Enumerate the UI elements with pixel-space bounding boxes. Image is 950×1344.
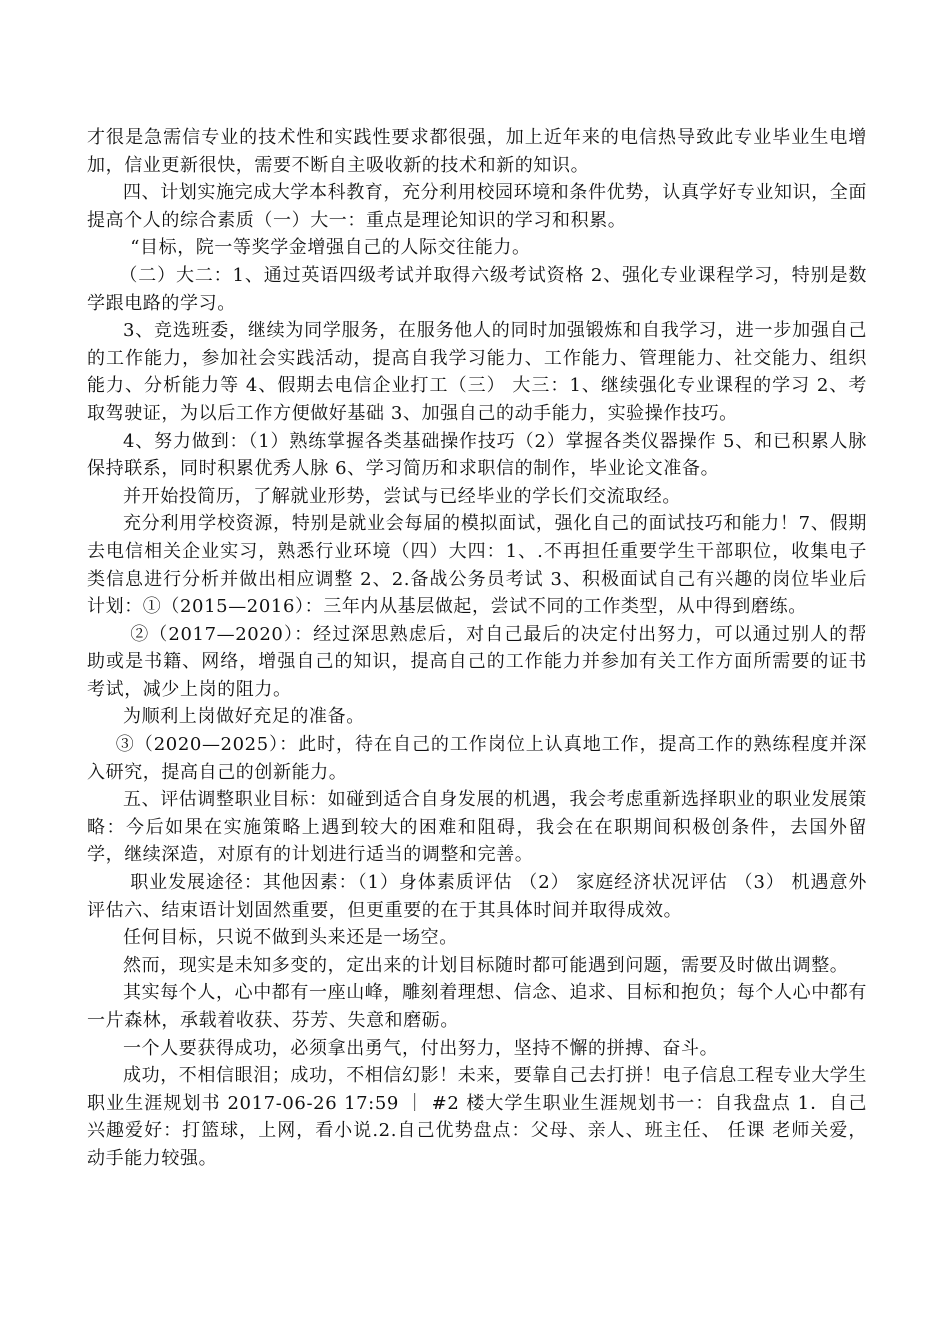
paragraph-9: ②（2017—2020）：经过深思熟虑后，对自己最后的决定付出努力，可以通过别人的帮助或是书籍、网络，增强自己的知识，提高自己的工作能力并参加有关工作方面所需要的证书考试，减少上岗的阻力。 — [87, 623, 867, 700]
paragraph-13: 职业发展途径：其他因素：（1）身体素质评估 （2） 家庭经济状况评估 （3） 机遇意外评估六、结束语计划固然重要，但更重要的在于其具体时间并取得成效。 — [87, 872, 867, 921]
paragraph-17: 一个人要获得成功，必须拿出勇气，付出努力，坚持不懈的拼搏、奋斗。 — [123, 1037, 719, 1059]
paragraph-14: 任何目标，只说不做到头来还是一场空。 — [123, 927, 458, 949]
paragraph-12: 五、评估调整职业目标：如碰到适合自身发展的机遇，我会考虑重新选择职业的职业发展策略：今后如果在实施策略上遇到较大的困难和阻碍，我会在在职期间积极创条件，去国外留学，继续深造，对原有的计划进行适当的调整和完善。 — [87, 789, 867, 866]
paragraph-3: “目标，院一等奖学金增强自己的人际交往能力。 — [130, 237, 531, 259]
paragraph-7: 并开始投简历，了解就业形势，尝试与已经毕业的学长们交流取经。 — [123, 485, 681, 507]
paragraph-2: 四、计划实施完成大学本科教育，充分利用校园环境和条件优势，认真学好专业知识，全面提高个人的综合素质（一）大一：重点是理论知识的学习和积累。 — [87, 182, 867, 231]
paragraph-8: 充分利用学校资源，特别是就业会每届的模拟面试，强化自己的面试技巧和能力！7、假期去电信相关企业实习，熟悉行业环境（四）大四：1、.不再担任重要学生干部职位，收集电子类信息进行分析并做出相应调整 2、2.备战公务员考试 3、积极面试自己有兴趣的岗位毕业后计划：①（2015—2016）：三年内从基层做起，尝试不同的工作类型，从中得到磨练。 — [87, 513, 867, 618]
paragraph-18: 成功，不相信眼泪；成功，不相信幻影！未来，要靠自己去打拼！电子信息工程专业大学生职业生涯规划书 2017-06-26 17:59 ｜ #2 楼大学生职业生涯规划书一：自我盘点 1．自己兴趣爱好：打篮球，上网，看小说.2.自己优势盘点：父母、亲人、班主任、 任课 老师关爱，动手能力较强。 — [87, 1065, 867, 1169]
paragraph-15: 然而，现实是未知多变的，定出来的计划目标随时都可能遇到问题，需要及时做出调整。 — [123, 954, 849, 976]
paragraph-6: 4、努力做到：（1）熟练掌握各类基础操作技巧（2）掌握各类仪器操作 5、和已积累人脉保持联系，同时积累优秀人脉 6、学习简历和求职信的制作，毕业论文准备。 — [87, 430, 867, 480]
document-body — [87, 124, 867, 1173]
paragraph-10: 为顺利上岗做好充足的准备。 — [123, 706, 365, 728]
paragraph-4: （二）大二：1、通过英语四级考试并取得六级考试资格 2、强化专业课程学习，特别是数学跟电路的学习。 — [87, 264, 867, 314]
paragraph-16: 其实每个人，心中都有一座山峰，雕刻着理想、信念、追求、目标和抱负；每个人心中都有一片森林，承载着收获、芬芳、失意和磨砺。 — [87, 982, 867, 1031]
paragraph-5: 3、竞选班委，继续为同学服务，在服务他人的同时加强锻炼和自我学习，进一步加强自己的工作能力，参加社会实践活动，提高自我学习能力、工作能力、管理能力、社交能力、组织能力、分析能力等 4、假期去电信企业打工（三） 大三：1、继续强化专业课程的学习 2、考取驾驶证，为以后工作方便做好基础 3、加强自己的动手能力，实验操作技巧。 — [87, 320, 867, 424]
paragraph-11: ③（2020—2025）：此时，待在自己的工作岗位上认真地工作，提高工作的熟练程度并深入研究，提高自己的创新能力。 — [87, 734, 867, 783]
paragraph-1: 才很是急需信专业的技术性和实践性要求都很强，加上近年来的电信热导致此专业毕业生电增加，信业更新很快，需要不断自主吸收新的技术和新的知识。 — [87, 127, 867, 176]
